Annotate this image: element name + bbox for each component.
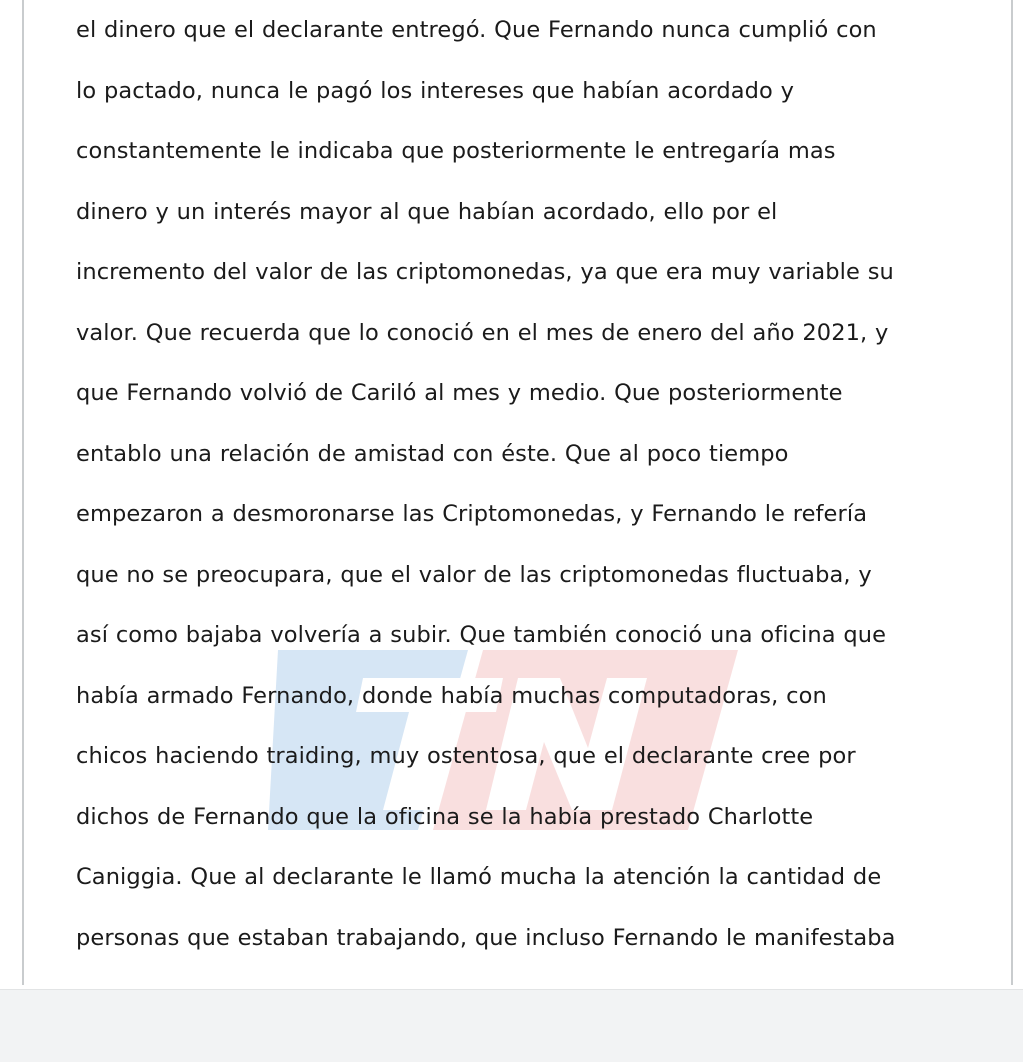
text-line: que no se preocupara, que el valor de las criptomonedas fluctuaba, y [76, 561, 872, 588]
page-bottom-band [0, 990, 1023, 1062]
text-line: valor. Que recuerda que lo conoció en el mes de enero del año 2021, y [76, 319, 889, 346]
text-line: constantemente le indicaba que posteriormente le entregaría mas [76, 138, 836, 164]
text-line: personas que estaban trabajando, que incluso Fernando le manifestaba [76, 924, 896, 951]
page-right-rule [1011, 0, 1013, 985]
text-line: chicos haciendo traiding, muy ostentosa, que el declarante cree por [76, 743, 856, 769]
page-left-rule [22, 0, 24, 985]
text-line: incremento del valor de las criptomonedas, ya que era muy variable su [76, 259, 894, 285]
text-line: Caniggia. Que al declarante le llamó mucha la atención la cantidad de [76, 864, 882, 890]
text-line: el dinero que el declarante entregó. Que Fernando nunca cumplió con [76, 17, 877, 43]
text-line: que Fernando volvió de Cariló al mes y medio. Que posteriormente [76, 380, 843, 406]
text-line: lo pactado, nunca le pagó los intereses que habían acordado y [76, 77, 795, 104]
text-line: así como bajaba volvería a subir. Que también conoció una oficina que [76, 622, 887, 648]
text-line: empezaron a desmoronarse las Criptomonedas, y Fernando le refería [76, 501, 868, 527]
text-line: había armado Fernando, donde había muchas computadoras, con [76, 682, 827, 709]
testimony-text-block [76, 0, 934, 968]
text-line: dinero y un interés mayor al que habían acordado, ello por el [76, 198, 778, 225]
text-line: entablo una relación de amistad con éste. Que al poco tiempo [76, 440, 789, 467]
text-line: dichos de Fernando que la oficina se la había prestado Charlotte [76, 803, 814, 830]
